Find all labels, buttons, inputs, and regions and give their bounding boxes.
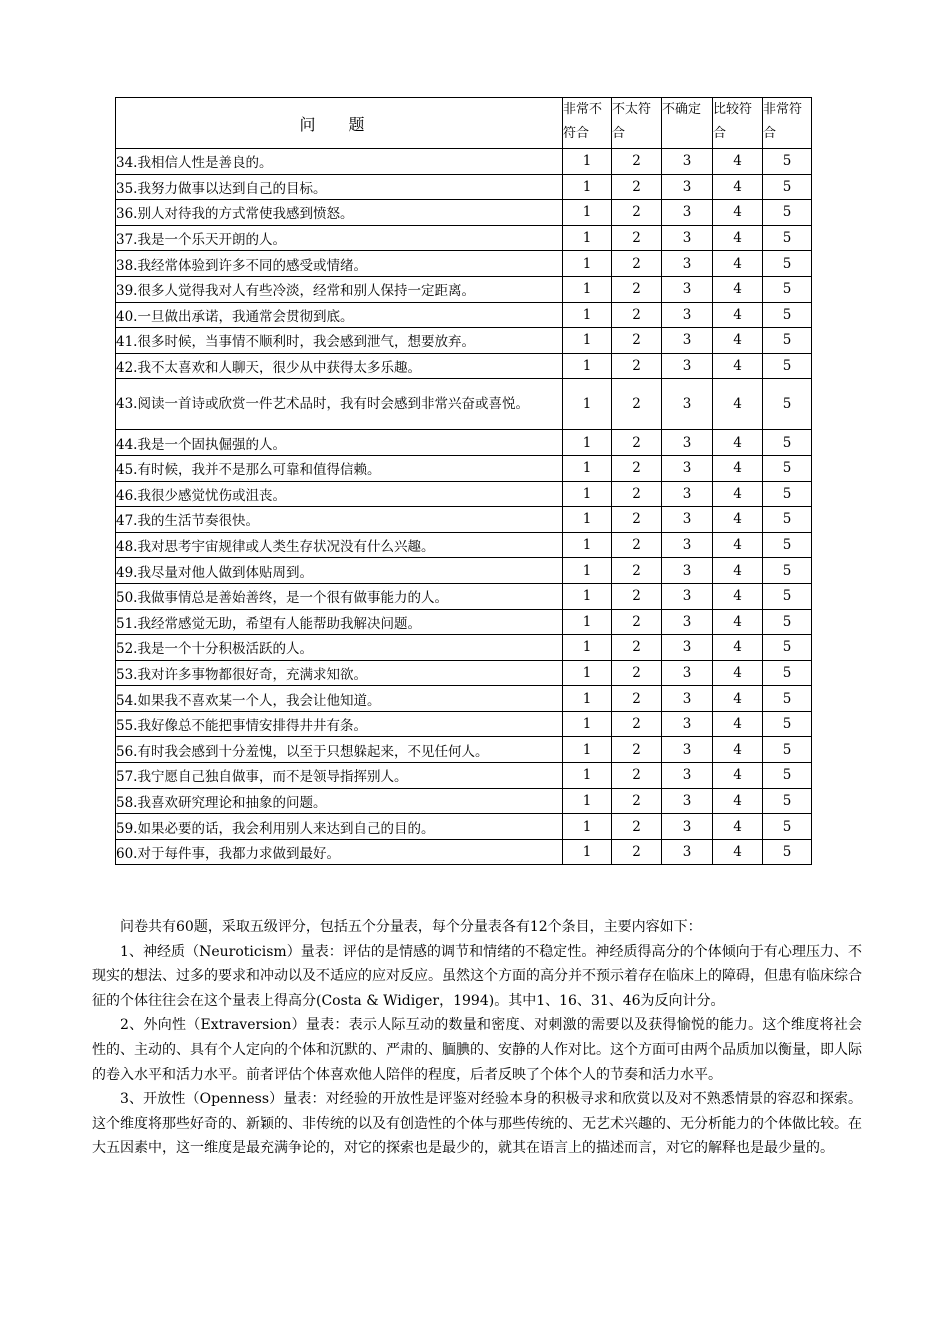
score-option-1: 1 [563, 251, 612, 277]
choice-header-5: 非常符合 [763, 98, 812, 149]
score-option-5: 5 [763, 737, 812, 763]
table-row [116, 507, 812, 533]
question-text: 34.我相信人性是善良的。 [116, 149, 563, 175]
score-option-2: 2 [612, 276, 662, 302]
score-option-2: 2 [612, 635, 662, 661]
score-option-5: 5 [763, 763, 812, 789]
score-option-3: 3 [662, 353, 713, 379]
score-option-1: 1 [563, 737, 612, 763]
score-option-5: 5 [763, 430, 812, 456]
score-option-5: 5 [763, 558, 812, 584]
score-option-3: 3 [662, 788, 713, 814]
table-header-row [116, 98, 812, 149]
score-option-4: 4 [713, 635, 763, 661]
score-option-1: 1 [563, 532, 612, 558]
score-option-3: 3 [662, 455, 713, 481]
score-option-2: 2 [612, 353, 662, 379]
score-option-5: 5 [763, 532, 812, 558]
score-option-2: 2 [612, 149, 662, 175]
score-option-2: 2 [612, 302, 662, 328]
score-option-4: 4 [713, 686, 763, 712]
score-option-5: 5 [763, 507, 812, 533]
score-option-4: 4 [713, 455, 763, 481]
score-option-2: 2 [612, 763, 662, 789]
table-row [116, 430, 812, 456]
question-text: 44.我是一个固执倔强的人。 [116, 430, 563, 456]
score-option-2: 2 [612, 737, 662, 763]
score-option-2: 2 [612, 583, 662, 609]
question-text: 43.阅读一首诗或欣赏一件艺术品时，我有时会感到非常兴奋或喜悦。 [116, 379, 563, 430]
score-option-5: 5 [763, 200, 812, 226]
table-row [116, 558, 812, 584]
score-option-2: 2 [612, 455, 662, 481]
score-option-2: 2 [612, 839, 662, 865]
score-option-2: 2 [612, 558, 662, 584]
score-option-2: 2 [612, 430, 662, 456]
score-option-3: 3 [662, 583, 713, 609]
score-option-2: 2 [612, 814, 662, 840]
question-text: 41.很多时候，当事情不顺利时，我会感到泄气，想要放弃。 [116, 328, 563, 354]
intro-paragraph: 问卷共有60题，采取五级评分，包括五个分量表，每个分量表各有12个条目，主要内容如下： [120, 919, 702, 935]
score-option-4: 4 [713, 328, 763, 354]
score-option-4: 4 [713, 737, 763, 763]
table-row [116, 225, 812, 251]
score-option-2: 2 [612, 251, 662, 277]
table-row [116, 200, 812, 226]
table-row [116, 763, 812, 789]
score-option-4: 4 [713, 225, 763, 251]
score-option-3: 3 [662, 558, 713, 584]
question-text: 57.我宁愿自己独自做事，而不是领导指挥别人。 [116, 763, 563, 789]
neuroticism-paragraph: 1、神经质（Neuroticism）量表：评估的是情感的调节和情绪的不稳定性。神经质得高分的个体倾向于有心理压力、不现实的想法、过多的要求和冲动以及不适应的应对反应。虽然这个方面的高分并不预示着存在临床上的障碍，但患有临床综合征的个体往往会在这个量表上得高分(Costa & Widiger，1994)。其中1、16、31、46为反向计分。 [92, 943, 862, 1009]
score-option-5: 5 [763, 455, 812, 481]
score-option-1: 1 [563, 379, 612, 430]
table-row [116, 583, 812, 609]
score-option-3: 3 [662, 814, 713, 840]
score-option-5: 5 [763, 686, 812, 712]
score-option-5: 5 [763, 814, 812, 840]
score-option-4: 4 [713, 276, 763, 302]
score-option-1: 1 [563, 635, 612, 661]
score-option-3: 3 [662, 302, 713, 328]
score-option-5: 5 [763, 481, 812, 507]
score-option-3: 3 [662, 839, 713, 865]
score-option-1: 1 [563, 200, 612, 226]
score-option-5: 5 [763, 225, 812, 251]
table-row [116, 814, 812, 840]
score-option-4: 4 [713, 839, 763, 865]
questionnaire-table [115, 97, 812, 865]
score-option-2: 2 [612, 174, 662, 200]
score-option-4: 4 [713, 149, 763, 175]
score-option-1: 1 [563, 328, 612, 354]
score-option-1: 1 [563, 455, 612, 481]
score-option-5: 5 [763, 609, 812, 635]
question-text: 35.我努力做事以达到自己的目标。 [116, 174, 563, 200]
question-text: 50.我做事情总是善始善终，是一个很有做事能力的人。 [116, 583, 563, 609]
question-text: 45.有时候，我并不是那么可靠和值得信赖。 [116, 455, 563, 481]
description-text [92, 915, 862, 1161]
score-option-4: 4 [713, 788, 763, 814]
table-row [116, 379, 812, 430]
score-option-2: 2 [612, 788, 662, 814]
score-option-5: 5 [763, 660, 812, 686]
score-option-5: 5 [763, 839, 812, 865]
score-option-3: 3 [662, 328, 713, 354]
openness-paragraph: 3、开放性（Openness）量表：对经验的开放性是评鉴对经验本身的积极寻求和欣赏以及对不熟悉情景的容忍和探索。这个维度将那些好奇的、新颖的、非传统的以及有创造性的个体与那些传统的、无艺术兴趣的、无分析能力的个体做比较。在大五因素中，这一维度是最充满争论的，对它的探索也是最少的，就其在语言上的描述而言，对它的解释也是最少量的。 [92, 1091, 862, 1157]
score-option-1: 1 [563, 583, 612, 609]
table-row [116, 609, 812, 635]
score-option-3: 3 [662, 711, 713, 737]
question-text: 52.我是一个十分积极活跃的人。 [116, 635, 563, 661]
score-option-4: 4 [713, 353, 763, 379]
score-option-3: 3 [662, 276, 713, 302]
score-option-4: 4 [713, 660, 763, 686]
question-text: 36.别人对待我的方式常使我感到愤怒。 [116, 200, 563, 226]
table-row [116, 660, 812, 686]
score-option-4: 4 [713, 814, 763, 840]
score-option-1: 1 [563, 149, 612, 175]
score-option-3: 3 [662, 737, 713, 763]
question-text: 42.我不太喜欢和人聊天，很少从中获得太多乐趣。 [116, 353, 563, 379]
score-option-4: 4 [713, 609, 763, 635]
score-option-3: 3 [662, 379, 713, 430]
score-option-1: 1 [563, 686, 612, 712]
score-option-1: 1 [563, 507, 612, 533]
score-option-2: 2 [612, 609, 662, 635]
question-text: 40.一旦做出承诺，我通常会贯彻到底。 [116, 302, 563, 328]
question-text: 54.如果我不喜欢某一个人，我会让他知道。 [116, 686, 563, 712]
question-text: 39.很多人觉得我对人有些冷淡，经常和别人保持一定距离。 [116, 276, 563, 302]
score-option-2: 2 [612, 507, 662, 533]
score-option-5: 5 [763, 711, 812, 737]
table-row [116, 276, 812, 302]
extraversion-paragraph: 2、外向性（Extraversion）量表：表示人际互动的数量和密度、对刺激的需要以及获得愉悦的能力。这个维度将社会性的、主动的、具有个人定向的个体和沉默的、严肃的、腼腆的、安静的人作对比。这个方面可由两个品质加以衡量，即人际的卷入水平和活力水平。前者评估个体喜欢他人陪伴的程度，后者反映了个体个人的节奏和活力水平。 [92, 1017, 862, 1083]
score-option-4: 4 [713, 763, 763, 789]
score-option-4: 4 [713, 379, 763, 430]
question-text: 38.我经常体验到许多不同的感受或情绪。 [116, 251, 563, 277]
score-option-1: 1 [563, 558, 612, 584]
score-option-1: 1 [563, 276, 612, 302]
score-option-2: 2 [612, 686, 662, 712]
question-text: 51.我经常感觉无助，希望有人能帮助我解决问题。 [116, 609, 563, 635]
table-row [116, 839, 812, 865]
score-option-1: 1 [563, 711, 612, 737]
table-row [116, 788, 812, 814]
score-option-4: 4 [713, 583, 763, 609]
score-option-1: 1 [563, 839, 612, 865]
score-option-3: 3 [662, 635, 713, 661]
score-option-5: 5 [763, 635, 812, 661]
question-text: 48.我对思考宇宙规律或人类生存状况没有什么兴趣。 [116, 532, 563, 558]
score-option-2: 2 [612, 225, 662, 251]
score-option-4: 4 [713, 200, 763, 226]
question-text: 47.我的生活节奏很快。 [116, 507, 563, 533]
score-option-5: 5 [763, 328, 812, 354]
question-column-header: 问 题 [116, 98, 563, 149]
score-option-5: 5 [763, 788, 812, 814]
score-option-5: 5 [763, 379, 812, 430]
score-option-1: 1 [563, 302, 612, 328]
score-option-1: 1 [563, 814, 612, 840]
score-option-1: 1 [563, 353, 612, 379]
score-option-3: 3 [662, 686, 713, 712]
score-option-4: 4 [713, 302, 763, 328]
score-option-2: 2 [612, 532, 662, 558]
choice-header-2: 不太符合 [612, 98, 662, 149]
score-option-1: 1 [563, 481, 612, 507]
table-row [116, 711, 812, 737]
score-option-2: 2 [612, 711, 662, 737]
score-option-4: 4 [713, 430, 763, 456]
table-row [116, 455, 812, 481]
score-option-4: 4 [713, 251, 763, 277]
score-option-3: 3 [662, 251, 713, 277]
score-option-2: 2 [612, 481, 662, 507]
score-option-5: 5 [763, 583, 812, 609]
table-row [116, 302, 812, 328]
score-option-3: 3 [662, 149, 713, 175]
score-option-3: 3 [662, 609, 713, 635]
score-option-4: 4 [713, 507, 763, 533]
score-option-3: 3 [662, 225, 713, 251]
question-text: 55.我好像总不能把事情安排得井井有条。 [116, 711, 563, 737]
question-text: 58.我喜欢研究理论和抽象的问题。 [116, 788, 563, 814]
question-text: 56.有时我会感到十分羞愧，以至于只想躲起来，不见任何人。 [116, 737, 563, 763]
question-text: 53.我对许多事物都很好奇，充满求知欲。 [116, 660, 563, 686]
score-option-2: 2 [612, 660, 662, 686]
table-row [116, 328, 812, 354]
table-row [116, 251, 812, 277]
score-option-1: 1 [563, 225, 612, 251]
table-row [116, 532, 812, 558]
table-row [116, 635, 812, 661]
question-text: 49.我尽量对他人做到体贴周到。 [116, 558, 563, 584]
score-option-3: 3 [662, 660, 713, 686]
choice-header-4: 比较符合 [713, 98, 763, 149]
score-option-1: 1 [563, 788, 612, 814]
score-option-1: 1 [563, 660, 612, 686]
score-option-3: 3 [662, 430, 713, 456]
score-option-1: 1 [563, 174, 612, 200]
score-option-3: 3 [662, 532, 713, 558]
score-option-3: 3 [662, 200, 713, 226]
score-option-3: 3 [662, 507, 713, 533]
score-option-2: 2 [612, 379, 662, 430]
choice-header-3: 不确定 [662, 98, 713, 149]
score-option-4: 4 [713, 532, 763, 558]
score-option-1: 1 [563, 430, 612, 456]
score-option-5: 5 [763, 276, 812, 302]
question-text: 37.我是一个乐天开朗的人。 [116, 225, 563, 251]
table-row [116, 174, 812, 200]
choice-header-1: 非常不符合 [563, 98, 612, 149]
score-option-5: 5 [763, 174, 812, 200]
table-row [116, 737, 812, 763]
score-option-5: 5 [763, 251, 812, 277]
score-option-5: 5 [763, 353, 812, 379]
score-option-4: 4 [713, 711, 763, 737]
question-text: 59.如果必要的话，我会利用别人来达到自己的目的。 [116, 814, 563, 840]
score-option-1: 1 [563, 763, 612, 789]
score-option-2: 2 [612, 328, 662, 354]
table-row [116, 481, 812, 507]
score-option-4: 4 [713, 558, 763, 584]
score-option-4: 4 [713, 481, 763, 507]
score-option-3: 3 [662, 763, 713, 789]
score-option-5: 5 [763, 149, 812, 175]
table-row [116, 686, 812, 712]
score-option-5: 5 [763, 302, 812, 328]
question-text: 60.对于每件事，我都力求做到最好。 [116, 839, 563, 865]
table-row [116, 149, 812, 175]
score-option-2: 2 [612, 200, 662, 226]
question-text: 46.我很少感觉忧伤或沮丧。 [116, 481, 563, 507]
score-option-1: 1 [563, 609, 612, 635]
score-option-4: 4 [713, 174, 763, 200]
score-option-3: 3 [662, 174, 713, 200]
score-option-3: 3 [662, 481, 713, 507]
table-row [116, 353, 812, 379]
